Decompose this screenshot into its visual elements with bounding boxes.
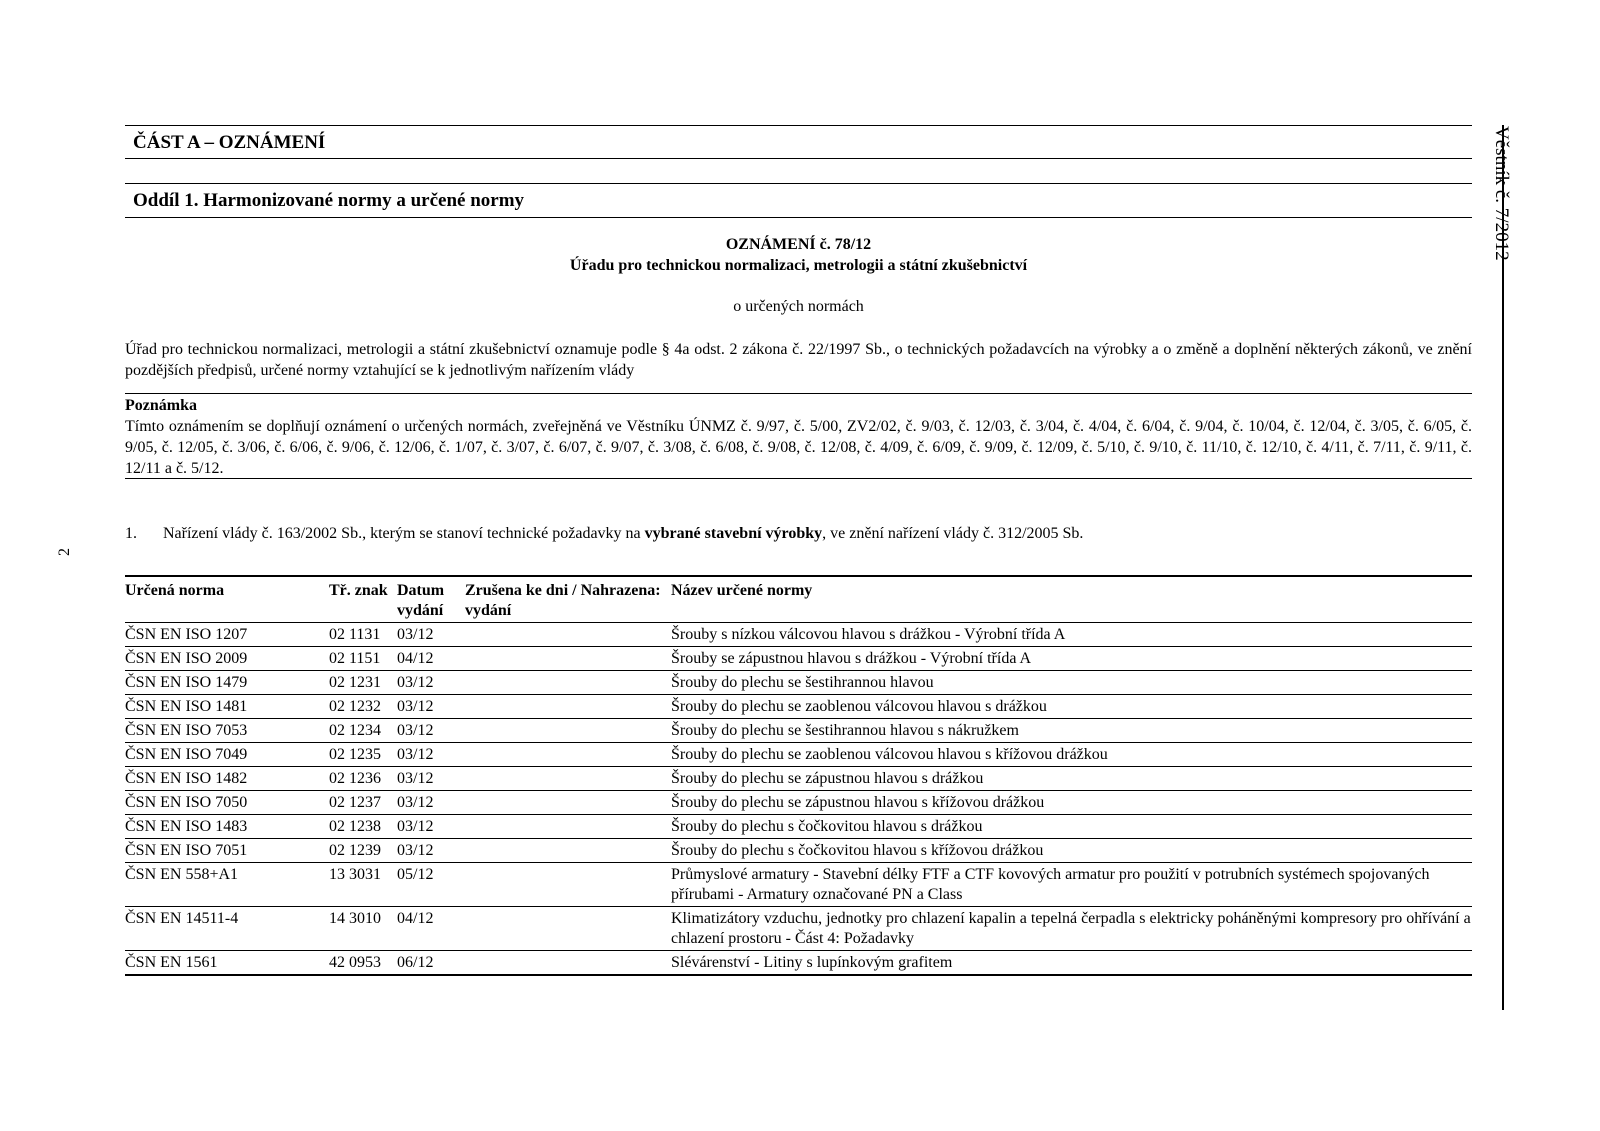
cell-withdrawn — [465, 671, 671, 695]
intro-paragraph: Úřad pro technickou normalizaci, metrologii a státní zkušebnictví oznamuje podle § 4a odst. 2 zákona č. 22/1997 Sb., o technických požadavcích na výrobky a o změně a doplnění některých zákonů, ve znění pozdějších předpisů, určené normy vztahující se k jednotlivým nařízením vlády — [125, 341, 1472, 379]
table-row — [125, 951, 1472, 976]
item-text-before: Nařízení vlády č. 163/2002 Sb., kterým se stanoví technické požadavky na — [163, 525, 645, 542]
note-text: Tímto oznámením se doplňují oznámení o určených normách, zveřejněná ve Věstníku ÚNMZ č. 9/97, č. 5/00, ZV2/02, č. 9/03, č. 12/03, č. 3/04, č. 4/04, č. 6/04, č. 9/04, č. 10/04, č. 12/04, č. 3/05, č. 6/05, č. 9/05, č. 12/05, č. 3/06, č. 6/06, č. 9/06, č. 12/06, č. 1/07, č. 3/07, č. 6/07, č. 9/07, č. 3/08, č. 6/08, č. 9/08, č. 12/08, č. 4/09, č. 6/09, č. 9/09, č. 12/09, č. 5/10, č. 9/10, č. 11/10, č. 12/10, č. 4/11, č. 7/11, č. 9/11, č. 12/11 a č. 5/12. — [125, 418, 1472, 477]
cell-name: Šrouby do plechu se zaoblenou válcovou hlavou s drážkou — [671, 698, 1047, 715]
cell-code: 13 3031 — [329, 866, 381, 883]
cell-withdrawn — [465, 907, 671, 951]
cell-withdrawn — [465, 863, 671, 907]
cell-name: Šrouby do plechu se šestihrannou hlavou — [671, 674, 934, 691]
note-label: Poznámka — [125, 397, 197, 414]
cell-norm: ČSN EN ISO 1482 — [125, 770, 248, 787]
bulletin-caption: Věstník č. 7/2012 — [1491, 126, 1512, 261]
cell-date: 03/12 — [397, 626, 434, 643]
cell-norm: ČSN EN ISO 7050 — [125, 794, 248, 811]
cell-code: 02 1239 — [329, 842, 381, 859]
cell-date: 03/12 — [397, 794, 434, 811]
cell-norm: ČSN EN ISO 1481 — [125, 698, 248, 715]
top-rule — [125, 125, 1472, 126]
cell-code: 02 1232 — [329, 698, 381, 715]
cell-date: 03/12 — [397, 674, 434, 691]
table-row — [125, 863, 1472, 907]
header-issue-date: Datum vydání — [397, 582, 445, 619]
table-row — [125, 815, 1472, 839]
item-text-after: , ve znění nařízení vlády č. 312/2005 Sb. — [822, 525, 1084, 542]
cell-date: 03/12 — [397, 770, 434, 787]
table-row — [125, 647, 1472, 671]
cell-code: 02 1236 — [329, 770, 381, 787]
cell-withdrawn — [465, 767, 671, 791]
cell-name: Šrouby do plechu se zaoblenou válcovou hlavou s křížovou drážkou — [671, 746, 1108, 763]
cell-name: Šrouby do plechu se šestihrannou hlavou s nákružkem — [671, 722, 1019, 739]
cell-name: Slévárenství - Litiny s lupínkovým grafitem — [671, 954, 953, 971]
cell-name: Šrouby do plechu se zápustnou hlavou s křížovou drážkou — [671, 794, 1045, 811]
notice-title: OZNÁMENÍ č. 78/12 — [725, 236, 872, 253]
cell-date: 03/12 — [397, 746, 434, 763]
header-withdrawn: Zrušena ke dni / Nahrazena: vydání — [465, 582, 661, 619]
cell-withdrawn — [465, 951, 671, 976]
cell-withdrawn — [465, 647, 671, 671]
cell-norm: ČSN EN ISO 2009 — [125, 650, 248, 667]
notice-subtitle: Úřadu pro technickou normalizaci, metrologii a státní zkušebnictví — [569, 257, 1028, 274]
cell-withdrawn — [465, 719, 671, 743]
cell-withdrawn — [465, 695, 671, 719]
rule — [125, 158, 1472, 159]
cell-date: 04/12 — [397, 650, 434, 667]
table-row — [125, 719, 1472, 743]
norms-table — [125, 575, 1472, 976]
cell-code: 02 1238 — [329, 818, 381, 835]
table-row — [125, 671, 1472, 695]
cell-date: 03/12 — [397, 818, 434, 835]
cell-norm: ČSN EN ISO 1483 — [125, 818, 248, 835]
cell-norm: ČSN EN 1561 — [125, 954, 218, 971]
part-title: ČÁST A – OZNÁMENÍ — [133, 132, 326, 153]
cell-name: Šrouby do plechu s čočkovitou hlavou s křížovou drážkou — [671, 842, 1044, 859]
note-top-rule — [125, 393, 1472, 394]
header-class-code: Tř. znak — [329, 582, 388, 599]
cell-norm: ČSN EN ISO 1479 — [125, 674, 248, 691]
cell-code: 02 1235 — [329, 746, 381, 763]
cell-norm: ČSN EN 14511-4 — [125, 910, 239, 927]
cell-date: 03/12 — [397, 698, 434, 715]
item-number: 1. — [125, 525, 137, 542]
cell-code: 02 1131 — [329, 626, 381, 643]
cell-code: 02 1234 — [329, 722, 381, 739]
rule — [125, 183, 1472, 184]
table-row — [125, 743, 1472, 767]
note-bottom-rule — [125, 478, 1472, 479]
cell-name: Klimatizátory vzduchu, jednotky pro chlazení kapalin a tepelná čerpadla s elektricky poháněnými kompresory pro ohřívání a chlazení prostoru - Část 4: Požadavky — [671, 910, 1471, 947]
cell-code: 02 1151 — [329, 650, 381, 667]
header-name: Název určené normy — [671, 582, 813, 599]
section-title: Oddíl 1. Harmonizované normy a určené normy — [133, 190, 525, 211]
cell-date: 05/12 — [397, 866, 434, 883]
cell-code: 42 0953 — [329, 954, 381, 971]
table-row — [125, 623, 1472, 647]
table-row — [125, 767, 1472, 791]
cell-date: 03/12 — [397, 842, 434, 859]
cell-date: 06/12 — [397, 954, 434, 971]
cell-norm: ČSN EN ISO 7051 — [125, 842, 248, 859]
cell-code: 14 3010 — [329, 910, 381, 927]
rule — [125, 217, 1472, 218]
cell-name: Šrouby se zápustnou hlavou s drážkou - Výrobní třída A — [671, 650, 1032, 667]
cell-code: 02 1237 — [329, 794, 381, 811]
cell-name: Šrouby do plechu s čočkovitou hlavou s drážkou — [671, 818, 983, 835]
table-row — [125, 839, 1472, 863]
cell-date: 03/12 — [397, 722, 434, 739]
cell-withdrawn — [465, 623, 671, 647]
cell-date: 04/12 — [397, 910, 434, 927]
item-text-bold: vybrané stavební výrobky — [644, 525, 823, 542]
cell-name: Šrouby do plechu se zápustnou hlavou s drážkou — [671, 770, 984, 787]
notice-about: o určených normách — [733, 298, 864, 315]
page-number: 2 — [56, 548, 73, 556]
cell-withdrawn — [465, 839, 671, 863]
cell-code: 02 1231 — [329, 674, 381, 691]
cell-withdrawn — [465, 815, 671, 839]
cell-name: Průmyslové armatury - Stavební délky FTF a CTF kovových armatur pro použití v potrubních systémech spojovaných přírubami - Armatury označované PN a Class — [671, 866, 1430, 903]
header-norm: Určená norma — [125, 582, 225, 599]
item-text — [163, 525, 1083, 543]
table-header-row — [125, 576, 1472, 623]
cell-withdrawn — [465, 791, 671, 815]
table-row — [125, 791, 1472, 815]
cell-norm: ČSN EN ISO 7049 — [125, 746, 248, 763]
cell-norm: ČSN EN ISO 1207 — [125, 626, 248, 643]
cell-norm: ČSN EN 558+A1 — [125, 866, 239, 883]
table-row — [125, 695, 1472, 719]
cell-norm: ČSN EN ISO 7053 — [125, 722, 248, 739]
cell-name: Šrouby s nízkou válcovou hlavou s drážkou - Výrobní třída A — [671, 626, 1066, 643]
table-row — [125, 907, 1472, 951]
cell-withdrawn — [465, 743, 671, 767]
